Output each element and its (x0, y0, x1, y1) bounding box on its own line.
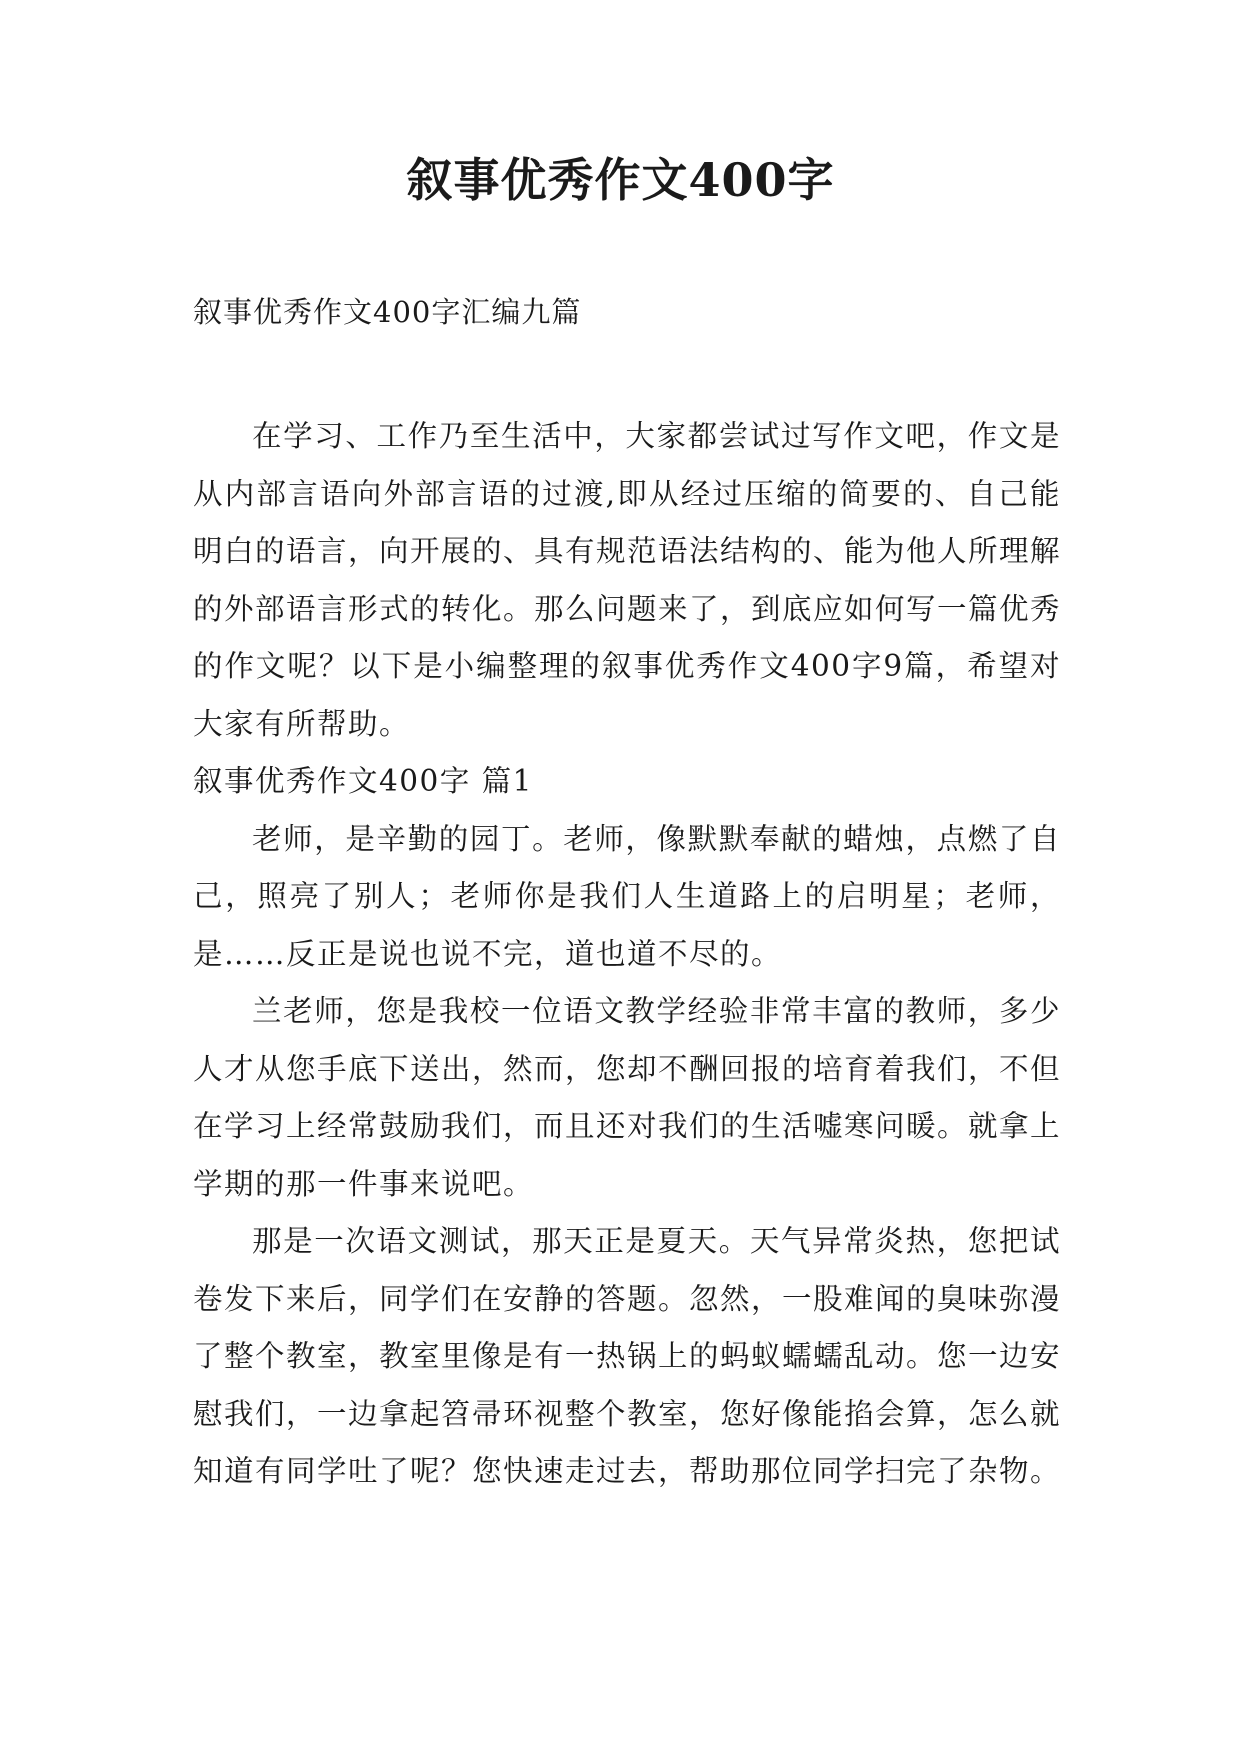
body-paragraph: 老师，是辛勤的园丁。老师，像默默奉献的蜡烛，点燃了自己，照亮了别人；老师你是我们人生道路上的启明星；老师，是……反正是说也说不完，道也道不尽的。 (193, 821, 1061, 971)
section-heading: 叙事优秀作文400字 篇1 (193, 764, 533, 798)
body-paragraph: 那是一次语文测试，那天正是夏天。天气异常炎热，您把试卷发下来后，同学们在安静的答题。忽然，一股难闻的臭味弥漫了整个教室，教室里像是有一热锅上的蚂蚁蠕蠕乱动。您一边安慰我们，一边拿起笤帚环视整个教室，您好像能掐会算，怎么就知道有同学吐了呢？您快速走过去，帮助那位同学扫完了杂物。 (193, 1224, 1062, 1488)
intro-paragraph: 在学习、工作乃至生活中，大家都尝试过写作文吧，作文是从内部言语向外部言语的过渡,即从经过压缩的简要的、自己能明白的语言，向开展的、具有规范语法结构的、能为他人所理解的外部语言形式的转化。那么问题来了，到底应如何写一篇优秀的作文呢？以下是小编整理的叙事优秀作文400字9篇，希望对大家有所帮助。 (193, 419, 1062, 741)
document-subtitle: 叙事优秀作文400字汇编九篇 (193, 295, 582, 329)
document-title: 叙事优秀作文400字 (406, 153, 835, 207)
body-paragraph: 兰老师，您是我校一位语文教学经验非常丰富的教师，多少人才从您手底下送出，然而，您却不酬回报的培育着我们，不但在学习上经常鼓励我们，而且还对我们的生活嘘寒问暖。就拿上学期的那一件事来说吧。 (193, 994, 1062, 1201)
document-body (193, 408, 1061, 1501)
